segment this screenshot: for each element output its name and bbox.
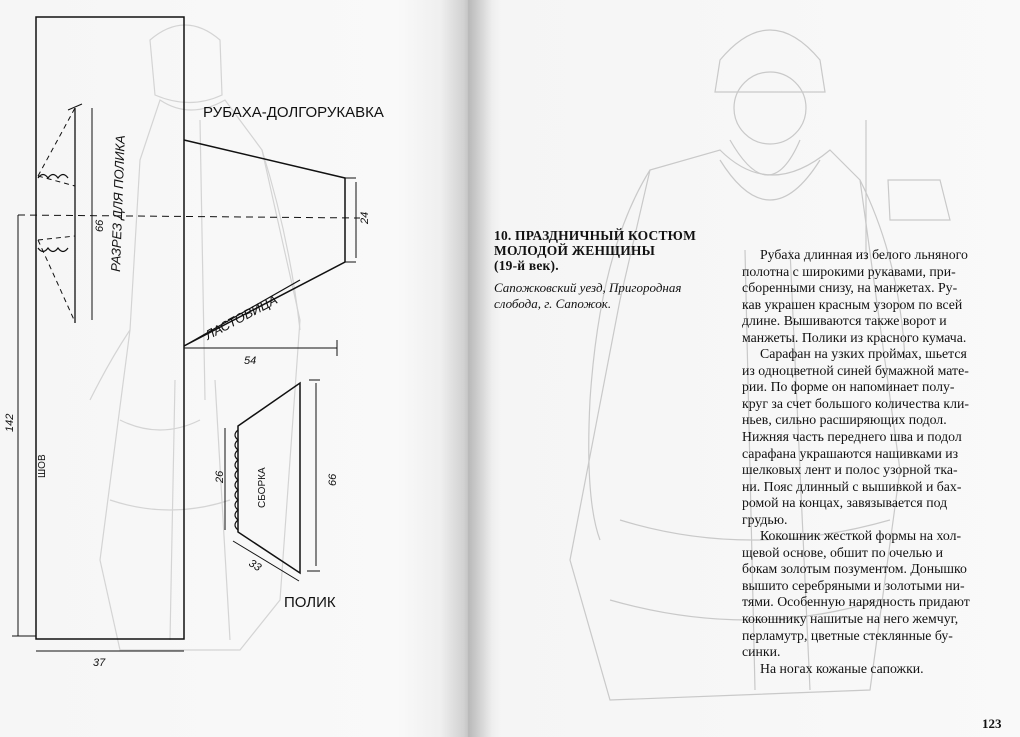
origin-line: слобода, г. Сапожок. bbox=[494, 296, 612, 311]
text-line: длине. Вышиваются также ворот и bbox=[742, 313, 947, 329]
polik-label: ПОЛИК bbox=[284, 594, 336, 611]
book-gutter-shadow bbox=[440, 0, 492, 737]
shirt-pattern-diagram bbox=[0, 0, 468, 737]
text-line: из одноцветной синей бумажной мате- bbox=[742, 362, 969, 378]
text-line: кокошнику нашитые на него жемчуг, bbox=[742, 611, 959, 627]
text-line: Сарафан на узких проймах, шьется bbox=[760, 346, 967, 362]
dim-width: 37 bbox=[93, 657, 106, 669]
polik-outline bbox=[238, 383, 300, 573]
text-line: ньев, сильно расширяющих подол. bbox=[742, 412, 947, 428]
dim-sleeve: 54 bbox=[244, 355, 257, 367]
text-line: манжеты. Полики из красного кумача. bbox=[742, 329, 967, 345]
shirt-body-outline bbox=[36, 17, 184, 639]
text-line: Кокошник жесткой формы на хол- bbox=[760, 528, 962, 544]
costume-origin bbox=[494, 280, 700, 312]
heading-line: 10. ПРАЗДНИЧНЫЙ КОСТЮМ bbox=[494, 228, 697, 243]
gather-label: СБОРКА bbox=[257, 467, 268, 508]
text-line: ромой на концах, завязывается под bbox=[742, 495, 948, 511]
seam-label: ШОВ bbox=[37, 454, 48, 478]
right-page bbox=[468, 0, 1020, 737]
sleeve-title: РУБАХА-ДОЛГОРУКАВКА bbox=[203, 104, 384, 121]
dim-length: 142 bbox=[4, 413, 16, 432]
text-line: Рубаха длинная из белого льняного bbox=[760, 247, 968, 262]
text-line: шелковых лент и полос узорной тка- bbox=[742, 462, 958, 478]
text-line: круг за счет большого количества кли- bbox=[742, 395, 969, 411]
text-line: тями. Особенную нарядность придают bbox=[742, 594, 970, 610]
page-number: 123 bbox=[982, 716, 1002, 731]
dim-polik-gather: 26 bbox=[214, 470, 226, 483]
text-line: синки. bbox=[742, 644, 781, 660]
dim-polik-bottom: 33 bbox=[246, 557, 264, 575]
costume-description bbox=[742, 247, 974, 677]
text-line: щевой основе, обшит по очелью и bbox=[742, 544, 944, 560]
text-line: кав украшен красным узором по всей bbox=[742, 296, 963, 312]
left-page bbox=[0, 0, 468, 737]
text-line: рии. По форме он напоминает полу- bbox=[742, 379, 955, 395]
origin-line: Сапожковский уезд, Пригородная bbox=[494, 280, 682, 295]
heading-line: МОЛОДОЙ ЖЕНЩИНЫ bbox=[494, 243, 656, 258]
gusset-label: ЛАСТОВИЦА bbox=[202, 292, 280, 343]
heading-line: (19-й век). bbox=[494, 258, 559, 273]
text-line: ни. Пояс длинный с вышивкой и бах- bbox=[742, 478, 962, 494]
dim-polik-height: 66 bbox=[327, 473, 339, 486]
text-line: вышито серебряными и золотыми ни- bbox=[742, 577, 965, 593]
fold-line bbox=[18, 215, 360, 218]
text-line: грудью. bbox=[742, 511, 788, 527]
text-line: полотна с широкими рукавами, при- bbox=[742, 263, 956, 279]
text-line: Нижняя часть переднего шва и подол bbox=[742, 429, 962, 445]
text-line: сборенными снизу, на манжетах. Ру- bbox=[742, 280, 958, 296]
sleeve-outline bbox=[184, 140, 345, 346]
dim-slit: 66 bbox=[94, 219, 106, 232]
costume-heading bbox=[494, 228, 697, 273]
text-line: перламутр, цветные стеклянные бу- bbox=[742, 627, 953, 643]
text-line: сарафана украшаются нашивками из bbox=[742, 445, 959, 461]
text-line: бокам золотым позументом. Донышко bbox=[742, 561, 967, 577]
dim-cuff: 24 bbox=[359, 211, 371, 224]
text-line: На ногах кожаные сапожки. bbox=[760, 660, 924, 676]
slit-label: РАЗРЕЗ ДЛЯ ПОЛИКА bbox=[108, 134, 128, 273]
